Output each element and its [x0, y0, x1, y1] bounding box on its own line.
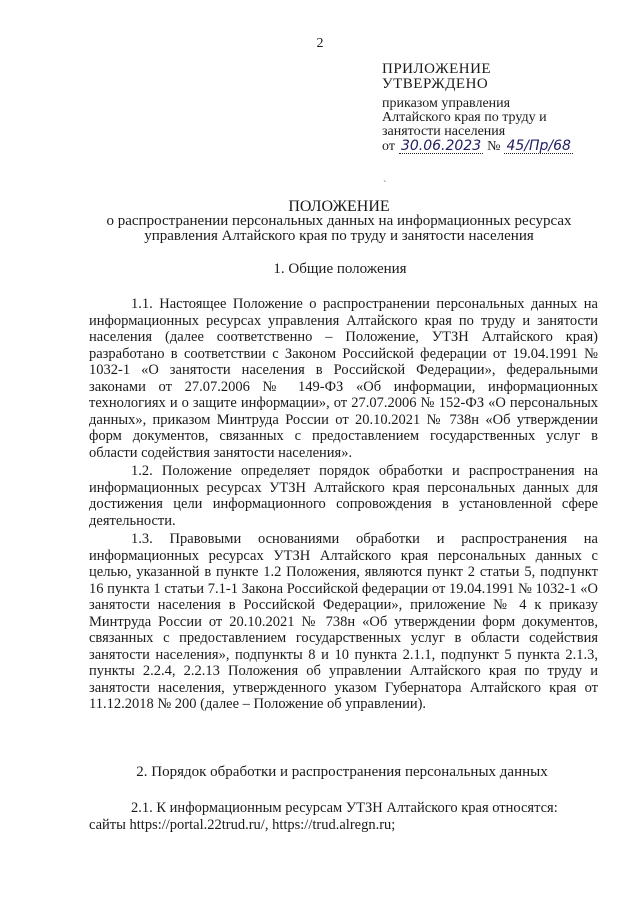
paragraph-1-3: 1.3. Правовыми основаниями обработки и распространения на информационных ресурсах УТЗН Алтайского края персональных данных с целью, указанной в пункте 1.2 Положения, являются пункт 2 статьи 5, подпункт 16 пункта 1 статьи 7.1-1 Закона Российской федерации от 19.04.1991 № 1032-1 «О занятости населения в Российской Федерации», приложение № 4 к приказу Минтруда России от 20.10.2021 № 738н «Об утверждении форм документов, связанных с предоставлением государственных услуг в области содействия занятости населения», подпункты 8 и 10 пункта 2.1.1, подпункт 5 пункта 2.1.3, пункты 2.2.4, 2.2.13 Положения об управлении Алтайского края по труду и занятости населения, утвержденного указом Губернатора Алтайского края от 11.12.2018 № 200 (далее – Положение об управлении). [89, 531, 598, 712]
approval-order-line: занятости населения [382, 124, 506, 139]
title-sub: о распространении персональных данных на информационных ресурсах [106, 213, 572, 229]
approval-annex: ПРИЛОЖЕНИЕ [382, 61, 492, 77]
document-title [0, 199, 640, 244]
section-1-body [89, 296, 598, 713]
approval-approved: УТВЕРЖДЕНО [382, 76, 489, 92]
approval-order-line: приказом управления [382, 96, 511, 111]
section-2-body [89, 800, 598, 833]
approval-date-number [382, 139, 612, 154]
page-number: 2 [316, 36, 324, 51]
paragraph-1-2: 1.2. Положение определяет порядок обработки и распространения на информационных ресурсах УТЗН Алтайского края персональных данных для достижения цели информационного сопровождения в установленной сфере деятельности. [89, 463, 598, 529]
approval-order-line: Алтайского края по труду и [382, 110, 547, 125]
paragraph-2-1: 2.1. К информационным ресурсам УТЗН Алтайского края относятся: [131, 800, 558, 816]
title-main: ПОЛОЖЕНИЕ [288, 198, 390, 215]
handwritten-number: 45/Пр/68 [506, 138, 571, 154]
section-heading-2: 2. Порядок обработки и распространения персональных данных [136, 764, 548, 780]
section-heading-1: 1. Общие положения [273, 261, 407, 277]
approval-stamp [382, 62, 612, 154]
pen-mark: ` [383, 180, 387, 191]
title-sub: управления Алтайского края по труду и занятости населения [144, 228, 534, 244]
handwritten-date: 30.06.2023 [400, 138, 482, 154]
from-label: от [382, 139, 395, 154]
paragraph-1-1: 1.1. Настоящее Положение о распространении персональных данных на информационных ресурсах управления Алтайского края по труду и занятости населения (далее соответственно – Положение, УТЗН Алтайского края) разработано в соответствии с Законом Российской федерации от 19.04.1991 № 1032-1 «О занятости населения в Российской Федерации», федеральными законами от 27.07.2006 № 149-ФЗ «Об информации, информационных технологиях и о защите информации», от 27.07.2006 № 152-ФЗ «О персональных данных», приказом Минтруда России от 20.10.2021 № 738н «Об утверждении форм документов, связанных с предоставлением государственных услуг в области содействия занятости населения». [89, 296, 598, 461]
number-label: № [487, 139, 501, 154]
paragraph-2-1-sites: сайты https://portal.22trud.ru/, https://trud.alregn.ru; [89, 816, 396, 833]
